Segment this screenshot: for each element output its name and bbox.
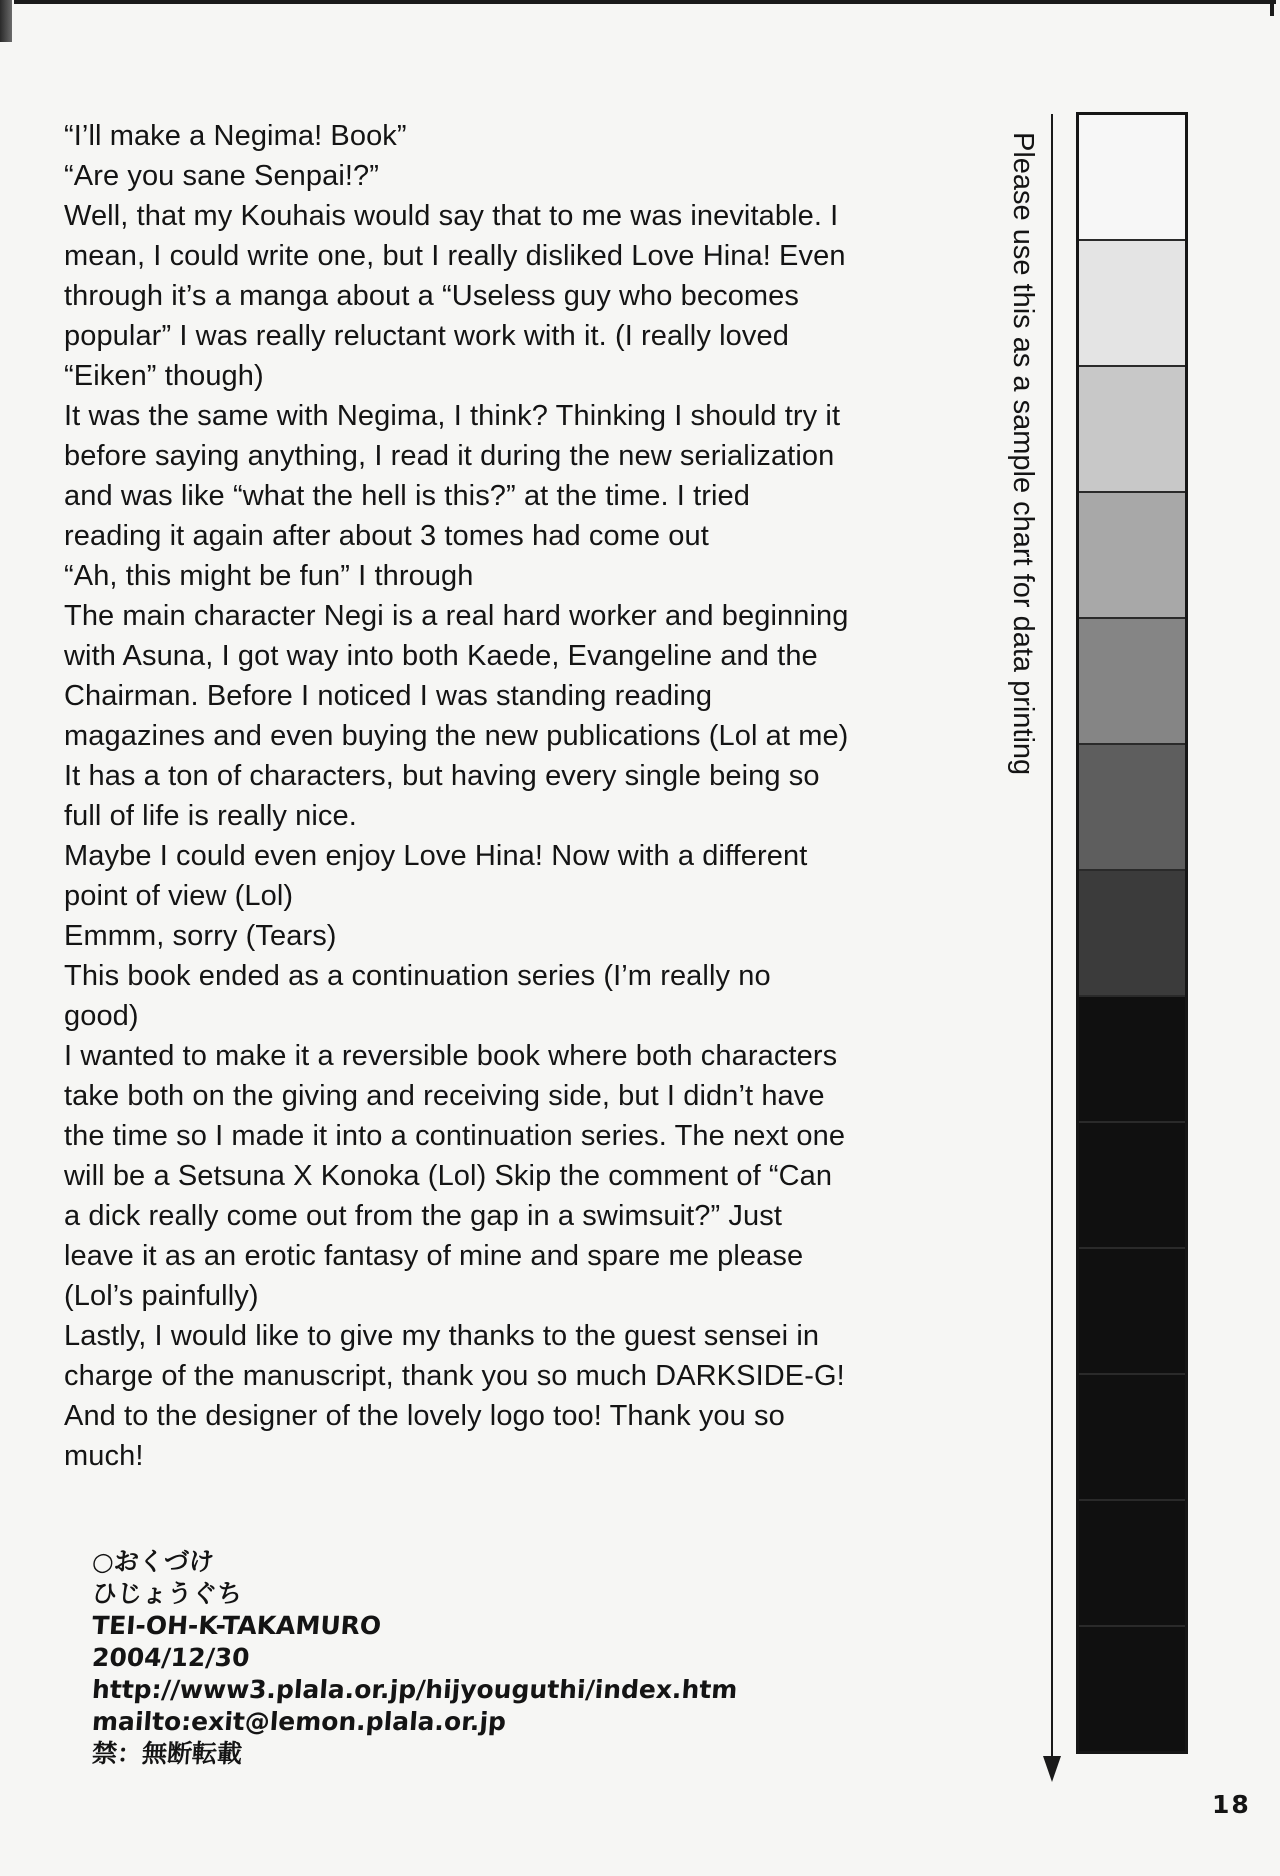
- text-line: And to the designer of the lovely logo too! Thank you so: [64, 1400, 785, 1432]
- text-line: The main character Negi is a real hard worker and beginning: [64, 600, 849, 632]
- text-line: with Asuna, I got way into both Kaede, Evangeline and the: [64, 640, 818, 672]
- gray-patch: [1079, 1375, 1185, 1501]
- text-line: “Are you sane Senpai!?”: [64, 160, 380, 192]
- text-line: before saying anything, I read it during the new serialization: [64, 440, 835, 472]
- gray-patch: [1079, 997, 1185, 1123]
- text-line: a dick really come out from the gap in a swimsuit?” Just: [64, 1200, 782, 1232]
- grayscale-chart: [1076, 112, 1188, 1754]
- colophon-circle-name: ひじょうぐち: [91, 1579, 244, 1608]
- text-line: full of life is really nice.: [64, 800, 357, 832]
- gray-patch: [1079, 871, 1185, 997]
- text-line: the time so I made it into a continuation series. The next one: [64, 1120, 846, 1152]
- gray-patch: [1079, 1627, 1185, 1751]
- colophon-notice: 禁：無断転載: [91, 1739, 244, 1768]
- text-line: It has a ton of characters, but having every single being so: [64, 760, 820, 792]
- arrow-line: [1051, 114, 1053, 1758]
- text-line: Lastly, I would like to give my thanks to the guest sensei in: [64, 1320, 820, 1352]
- gray-patch: [1079, 493, 1185, 619]
- text-line: This book ended as a continuation series (I’m really no: [64, 960, 771, 992]
- text-line: “Ah, this might be fun” I through: [64, 560, 474, 592]
- gray-patch: [1079, 1501, 1185, 1627]
- top-rule: [14, 0, 1276, 4]
- gray-patch: [1079, 241, 1185, 367]
- text-line: charge of the manuscript, thank you so much DARKSIDE-G!: [64, 1360, 845, 1392]
- scan-edge-mark: [0, 0, 12, 42]
- gray-patch: [1079, 745, 1185, 871]
- gray-patch: [1079, 115, 1185, 241]
- text-line: and was like “what the hell is this?” at the time. I tried: [64, 480, 750, 512]
- text-line: point of view (Lol): [64, 880, 294, 912]
- colophon-heading: ○おくづけ: [91, 1547, 215, 1576]
- text-line: magazines and even buying the new publications (Lol at me): [64, 720, 849, 752]
- colophon-mail: mailto:exit@lemon.plala.or.jp: [91, 1707, 508, 1736]
- page-number: 18: [1212, 1790, 1251, 1819]
- gray-patch: [1079, 1123, 1185, 1249]
- colophon-author: TEI-OH-K-TAKAMURO: [91, 1611, 383, 1640]
- text-line: “I’ll make a Negima! Book”: [64, 120, 407, 152]
- afterword-text: [64, 116, 1004, 1476]
- text-line: Emmm, sorry (Tears): [64, 920, 337, 952]
- gray-patch: [1079, 1249, 1185, 1375]
- text-line: Chairman. Before I noticed I was standing reading: [64, 680, 713, 712]
- text-line: much!: [64, 1440, 144, 1472]
- chart-caption-text: Please use this as a sample chart for data printing: [1007, 132, 1039, 776]
- text-line: leave it as an erotic fantasy of mine and spare me please: [64, 1240, 804, 1272]
- text-line: “Eiken” though): [64, 360, 264, 392]
- text-line: Well, that my Kouhais would say that to me was inevitable. I: [64, 200, 839, 232]
- gray-patch: [1079, 619, 1185, 745]
- text-line: mean, I could write one, but I really disliked Love Hina! Even: [64, 240, 846, 272]
- text-line: take both on the giving and receiving side, but I didn’t have: [64, 1080, 825, 1112]
- corner-tick: [1270, 0, 1274, 16]
- text-line: Maybe I could even enjoy Love Hina! Now with a different: [64, 840, 808, 872]
- colophon: [92, 1546, 992, 1770]
- text-line: will be a Setsuna X Konoka (Lol) Skip the comment of “Can: [64, 1160, 833, 1192]
- text-line: It was the same with Negima, I think? Thinking I should try it: [64, 400, 841, 432]
- text-line: through it’s a manga about a “Useless guy who becomes: [64, 280, 800, 312]
- arrow-down-icon: [1043, 1756, 1061, 1782]
- colophon-url: http://www3.plala.or.jp/hijyouguthi/index.htm: [91, 1675, 739, 1704]
- colophon-date: 2004/12/30: [91, 1643, 251, 1672]
- gray-patch: [1079, 367, 1185, 493]
- chart-caption: [1000, 132, 1039, 932]
- text-line: popular” I was really reluctant work with it. (I really loved: [64, 320, 789, 352]
- text-line: (Lol’s painfully): [64, 1280, 259, 1312]
- text-line: good): [64, 1000, 139, 1032]
- text-line: reading it again after about 3 tomes had come out: [64, 520, 709, 552]
- text-line: I wanted to make it a reversible book where both characters: [64, 1040, 838, 1072]
